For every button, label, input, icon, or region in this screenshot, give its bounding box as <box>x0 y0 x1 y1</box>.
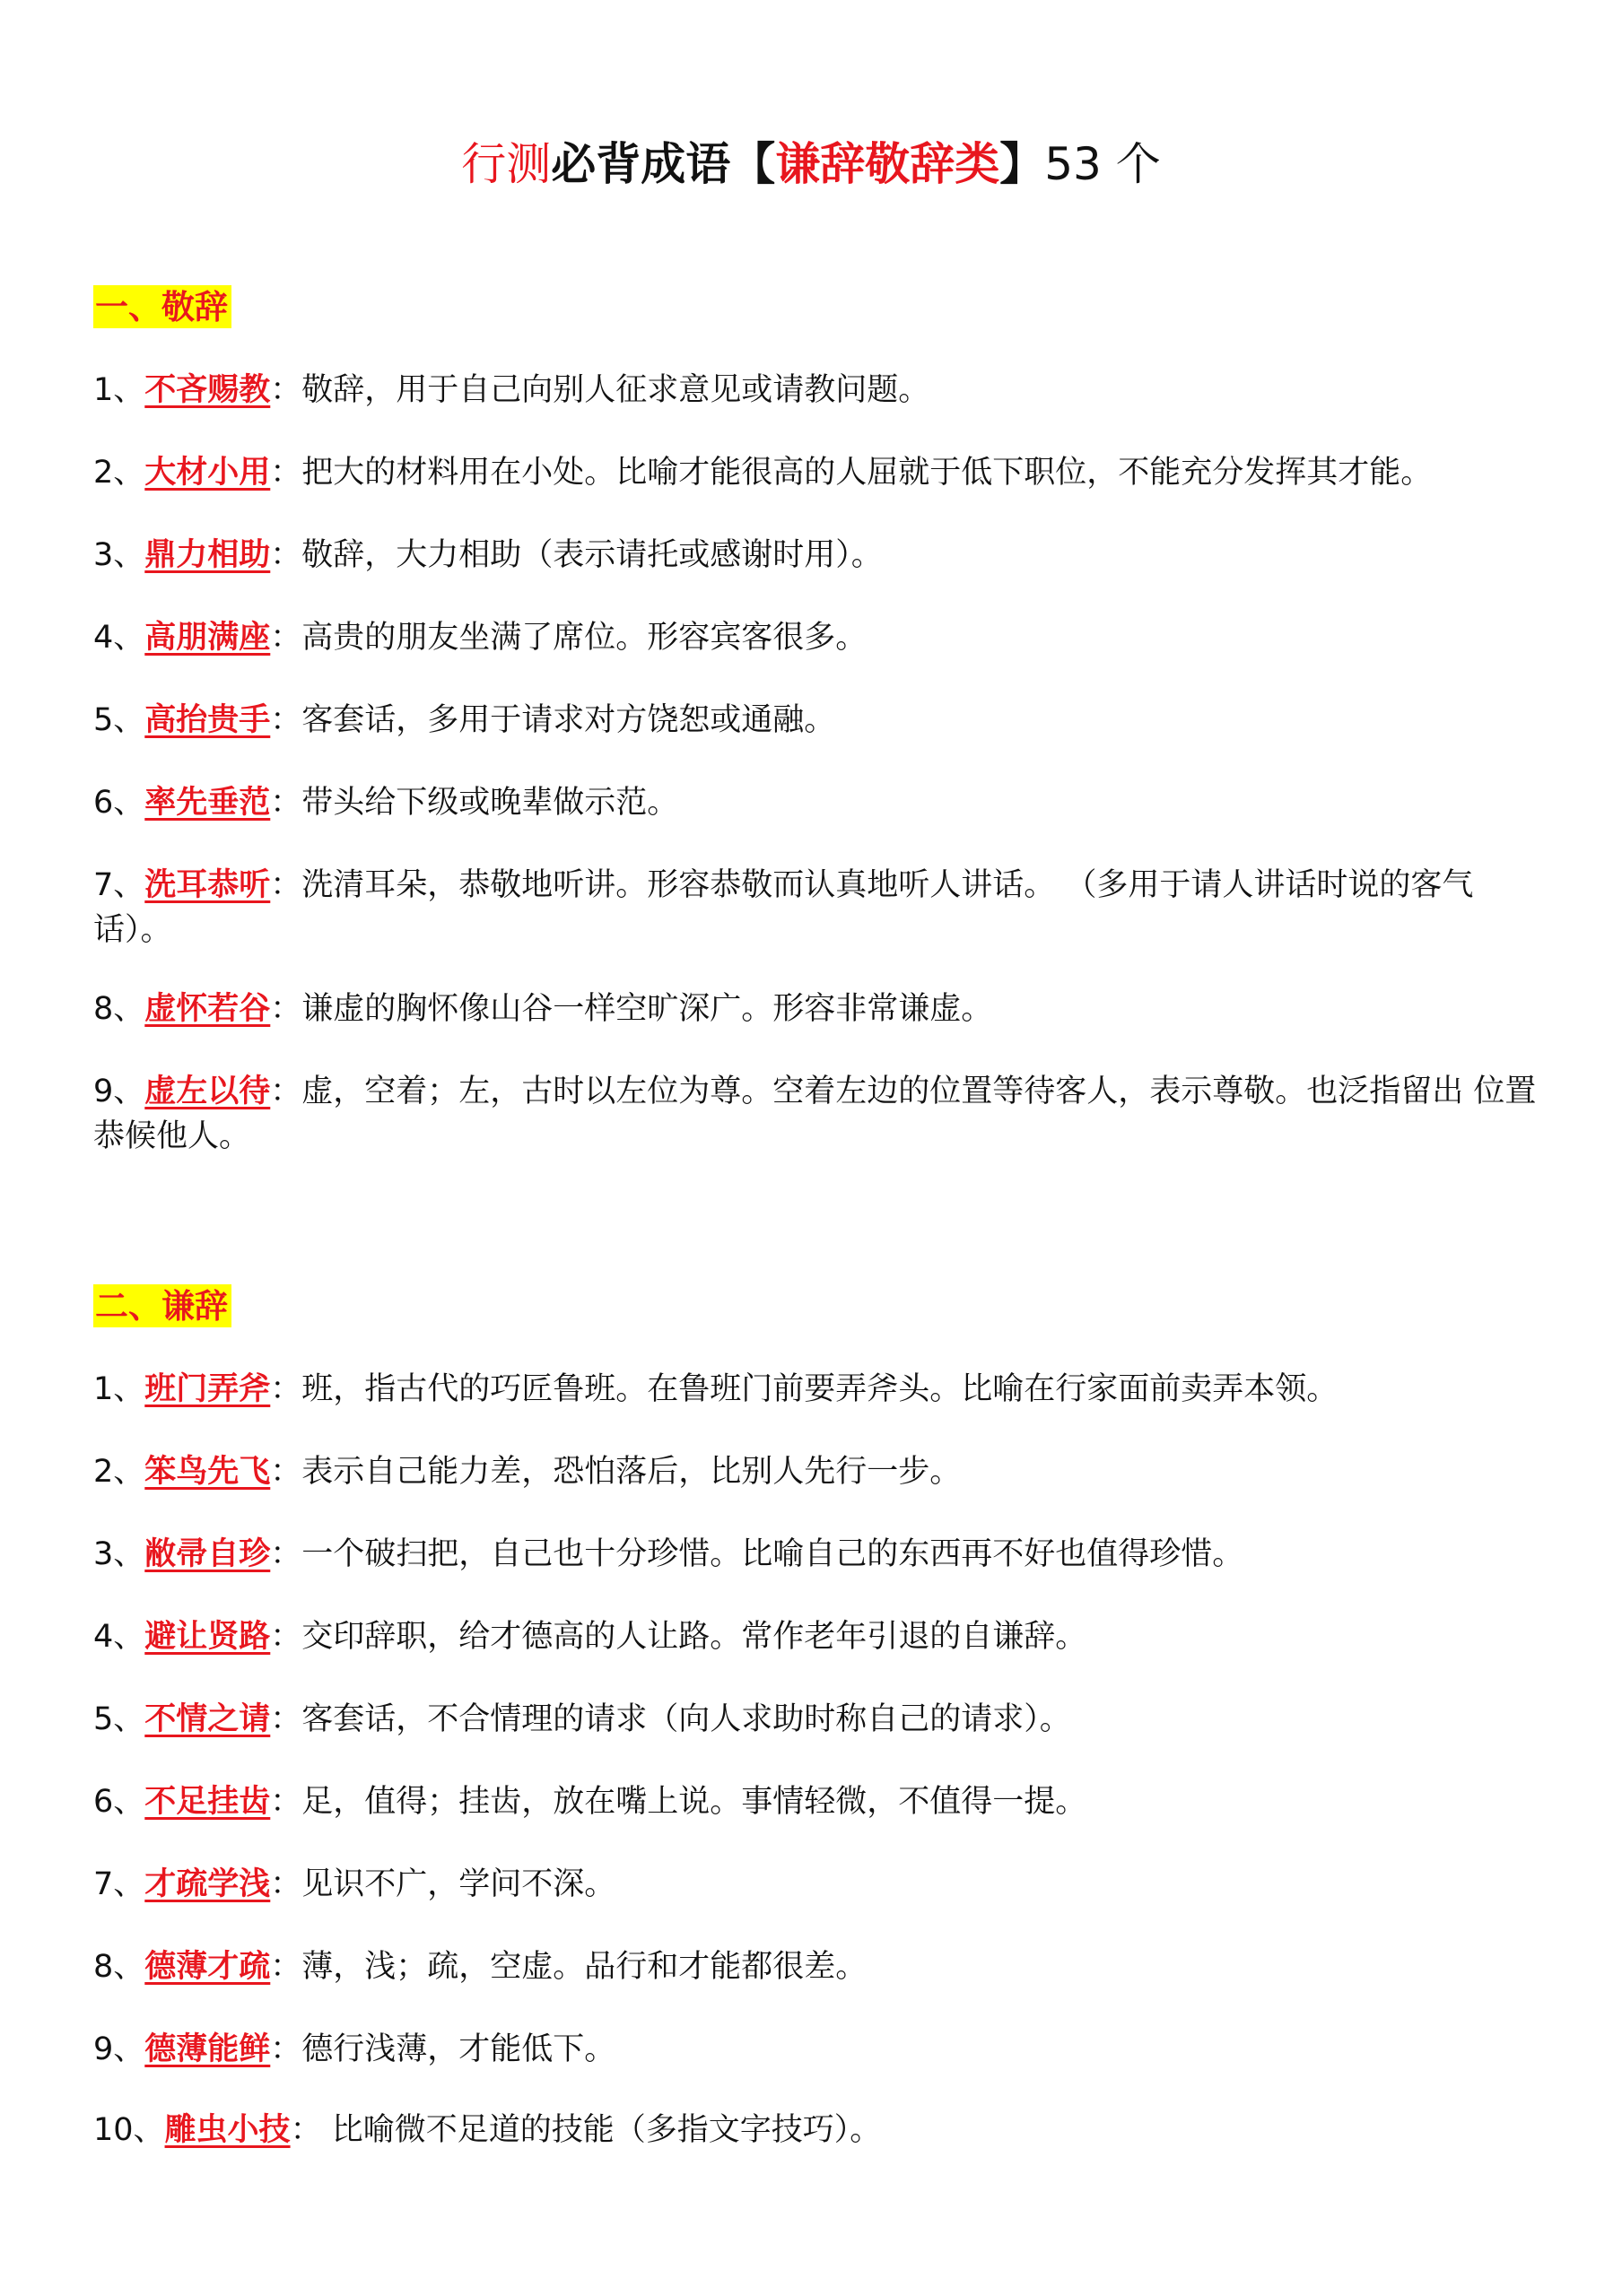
item-index: 3、 <box>93 1536 145 1572</box>
idiom-term: 班门弄斧 <box>144 1370 271 1407</box>
idiom-term: 洗耳恭听 <box>144 866 271 903</box>
item-index: 2、 <box>93 1454 145 1490</box>
title-part-4: 】 <box>999 137 1045 190</box>
idiom-description: ：把大的材料用在小处。比喻才能很高的人屈就于低下职位，不能充分发挥其才能。 <box>270 455 1433 491</box>
list-item <box>93 2108 1538 2152</box>
idiom-description: ：德行浅薄，才能低下。 <box>270 2031 616 2067</box>
idiom-description: ：足，值得；挂齿，放在嘴上说。事情轻微，不值得一提。 <box>270 1784 1087 1820</box>
idiom-term: 不情之请 <box>144 1700 271 1737</box>
item-index: 6、 <box>93 1784 145 1820</box>
idiom-description: ：虚，空着；左，古时以左位为尊。空着左边的位置等待客人，表示尊敬。也泛指留出 位置恭候他人。 <box>93 1074 1537 1154</box>
item-index: 4、 <box>93 1619 145 1655</box>
idiom-description: ：谦虚的胸怀像山谷一样空旷深广。形容非常谦虚。 <box>270 991 993 1027</box>
list-item <box>93 1367 1538 1412</box>
section-heading-honorific: 一、敬辞 <box>93 285 231 328</box>
list-item <box>93 698 1538 743</box>
item-index: 9、 <box>93 1074 145 1109</box>
list-item <box>93 1532 1538 1577</box>
idiom-term: 雕虫小技 <box>164 2111 291 2148</box>
idiom-term: 率先垂范 <box>144 784 271 821</box>
list-item <box>93 987 1538 1031</box>
item-index: 8、 <box>93 1949 145 1985</box>
title-part-3: 谦辞敬辞类 <box>775 137 1000 190</box>
idiom-term: 才疏学浅 <box>144 1866 271 1902</box>
list-item <box>93 368 1538 413</box>
item-index: 8、 <box>93 991 145 1027</box>
idiom-description: ：薄，浅；疏，空虚。品行和才能都很差。 <box>270 1949 868 1985</box>
item-index: 7、 <box>93 1866 145 1902</box>
idiom-description: ：客套话，不合情理的请求（向人求助时称自己的请求）。 <box>270 1701 1071 1737</box>
item-index: 1、 <box>93 1371 145 1407</box>
idiom-term: 高朋满座 <box>144 619 271 656</box>
item-index: 3、 <box>93 537 145 573</box>
idiom-description: ：客套话，多用于请求对方饶恕或通融。 <box>270 702 836 738</box>
item-index: 1、 <box>93 372 145 408</box>
item-index: 7、 <box>93 867 145 903</box>
list-item <box>93 863 1538 952</box>
page-title <box>0 133 1622 196</box>
idiom-description: ：带头给下级或晚辈做示范。 <box>270 785 679 821</box>
item-index: 6、 <box>93 785 145 821</box>
list-item <box>93 1697 1538 1742</box>
idiom-description: ：见识不广，学问不深。 <box>270 1866 616 1902</box>
list-item <box>93 450 1538 495</box>
list-item <box>93 1614 1538 1659</box>
item-index: 9、 <box>93 2031 145 2067</box>
idiom-term: 德薄才疏 <box>144 1948 271 1985</box>
item-index: 2、 <box>93 455 145 491</box>
section-heading-humble: 二、谦辞 <box>93 1284 231 1327</box>
list-item <box>93 1779 1538 1824</box>
item-index: 4、 <box>93 620 145 656</box>
idiom-term: 避让贤路 <box>144 1618 271 1655</box>
idiom-term: 虚左以待 <box>144 1073 271 1109</box>
idiom-description: ：表示自己能力差，恐怕落后，比别人先行一步。 <box>270 1454 962 1490</box>
idiom-description: ：交印辞职，给才德高的人让路。常作老年引退的自谦辞。 <box>270 1619 1087 1655</box>
list-item <box>93 1944 1538 1989</box>
idiom-term: 大材小用 <box>144 454 271 491</box>
idiom-term: 虚怀若谷 <box>144 990 271 1027</box>
item-index: 10、 <box>93 2112 165 2148</box>
list-item <box>93 1862 1538 1907</box>
item-index: 5、 <box>93 1701 145 1737</box>
list-item <box>93 1069 1538 1159</box>
list-item <box>93 780 1538 825</box>
list-item <box>93 533 1538 578</box>
idiom-term: 敝帚自珍 <box>144 1535 271 1572</box>
item-index: 5、 <box>93 702 145 738</box>
idiom-term: 笨鸟先飞 <box>144 1453 271 1490</box>
list-item <box>93 615 1538 660</box>
title-part-2: 必背成语【 <box>551 137 776 190</box>
title-part-1: 行测 <box>461 138 552 190</box>
idiom-description: ：高贵的朋友坐满了席位。形容宾客很多。 <box>270 620 868 656</box>
idiom-term: 德薄能鲜 <box>144 2031 271 2067</box>
idiom-description: ：敬辞，用于自己向别人征求意见或请教问题。 <box>270 372 930 408</box>
idiom-description: ：洗清耳朵，恭敬地听讲。形容恭敬而认真地听人讲话。 （多用于请人讲话时说的客气话）。 <box>93 867 1474 948</box>
list-item <box>93 1449 1538 1494</box>
idiom-description: ： 比喻微不足道的技能（多指文字技巧）。 <box>290 2112 882 2148</box>
idiom-description: ：一个破扫把，自己也十分珍惜。比喻自己的东西再不好也值得珍惜。 <box>270 1536 1244 1572</box>
list-item <box>93 2027 1538 2072</box>
title-part-5: 53 个 <box>1044 138 1161 190</box>
idiom-term: 不足挂齿 <box>144 1783 271 1820</box>
idiom-term: 高抬贵手 <box>144 701 271 738</box>
idiom-term: 鼎力相助 <box>144 536 271 573</box>
idiom-term: 不吝赐教 <box>144 371 271 408</box>
idiom-description: ：敬辞，大力相助（表示请托或感谢时用）。 <box>270 537 883 573</box>
idiom-description: ：班，指古代的巧匠鲁班。在鲁班门前要弄斧头。比喻在行家面前卖弄本领。 <box>270 1371 1339 1407</box>
